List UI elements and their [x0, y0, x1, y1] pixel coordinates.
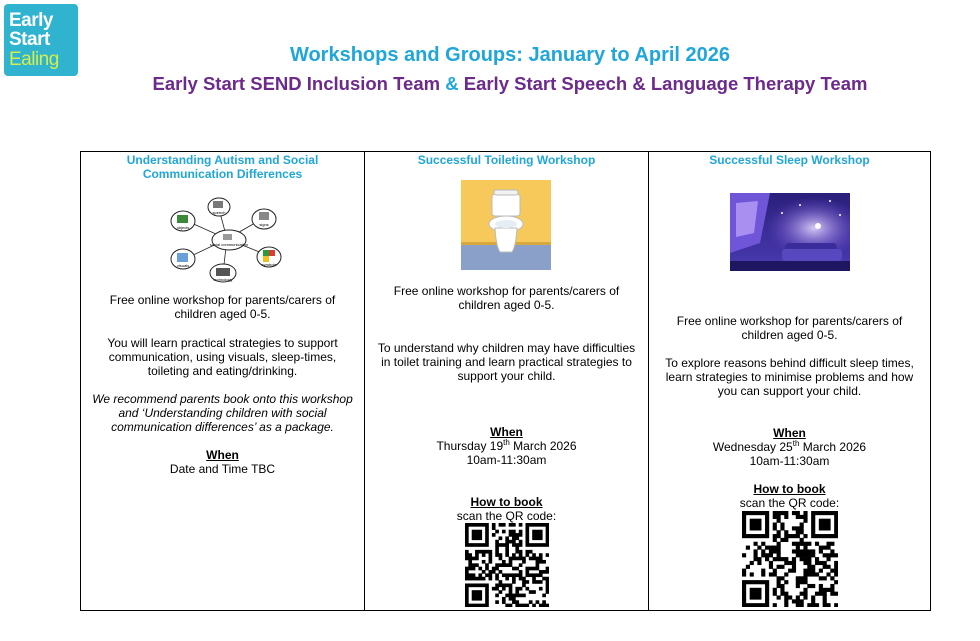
when-day: Thursday 19 [436, 439, 504, 453]
how-to-book-label: How to book [753, 482, 826, 496]
workshop-autism-when [85, 448, 360, 476]
workshop-autism-description [85, 336, 360, 378]
how-to-book-label: How to book [470, 495, 543, 509]
text-line: and ‘Understanding children with social [118, 406, 327, 420]
workshop-autism-recommendation [85, 392, 360, 434]
when-label: When [490, 425, 523, 439]
text-line: children aged 0-5. [174, 307, 271, 321]
when-month: March 2026 [509, 439, 577, 453]
when-time: 10am-11:30am [466, 453, 547, 467]
team-speech-language: Early Start Speech & Language Therapy Team [463, 73, 868, 94]
svg-text:technology: technology [213, 277, 233, 282]
text-line: learn strategies to minimise problems and how [665, 370, 914, 384]
text-line: you can support your child. [717, 384, 862, 398]
text-line: children aged 0-5. [741, 328, 838, 342]
workshop-autism-title-line2: Communication Differences [142, 167, 303, 181]
workshop-sleep [648, 152, 930, 610]
how-to-book-text: scan the QR code: [456, 509, 557, 523]
qr-code-icon[interactable] [742, 511, 838, 607]
workshop-sleep-free [653, 314, 926, 342]
svg-text:objects: objects [176, 225, 190, 230]
when-value: Date and Time TBC [169, 462, 276, 476]
workshop-toileting-description [369, 341, 644, 383]
team-send-inclusion: Early Start SEND Inclusion Team [152, 73, 441, 94]
workshop-autism [81, 152, 364, 610]
workshop-toileting [364, 152, 648, 610]
page-title: Workshops and Groups: January to April 2026 [289, 44, 731, 66]
when-month: March 2026 [799, 440, 867, 454]
text-line: support your child. [457, 369, 556, 383]
text-line: Free online workshop for parents/carers of [109, 293, 336, 307]
text-line: Free online workshop for parents/carers of [393, 284, 620, 298]
when-label: When [206, 448, 239, 462]
when-date [369, 439, 644, 453]
text-line: Free online workshop for parents/carers of [676, 314, 903, 328]
text-line: communication, using visuals, sleep-times, [108, 350, 337, 364]
text-line: You will learn practical strategies to support [107, 336, 338, 350]
page-subtitle [0, 73, 980, 95]
logo-line-1: Early [9, 10, 53, 31]
workshop-sleep-description [653, 356, 926, 398]
svg-text:symbols: symbols [261, 262, 277, 267]
text-line: To explore reasons behind difficult sleep times, [665, 356, 914, 370]
when-day: Wednesday 25 [712, 440, 793, 454]
communication-diagram-icon [159, 195, 295, 283]
workshop-table [80, 151, 931, 611]
svg-text:social communication: social communication [209, 242, 249, 247]
workshop-toileting-booking [369, 495, 644, 523]
workshop-toileting-title: Successful Toileting Workshop [417, 153, 596, 167]
workshop-sleep-when [653, 426, 926, 468]
qr-code-icon[interactable] [465, 523, 549, 607]
how-to-book-text: scan the QR code: [739, 496, 840, 510]
ampersand: & [445, 73, 459, 94]
workshop-autism-title [81, 153, 364, 181]
text-line: toileting and eating/drinking. [147, 364, 298, 378]
when-day-suffix: th [792, 439, 800, 448]
when-day-suffix: th [503, 438, 510, 447]
text-line: in toilet training and learn practical strategies to [381, 355, 632, 369]
svg-text:speech: speech [212, 210, 226, 215]
when-date [653, 440, 926, 454]
svg-text:visuals: visuals [176, 263, 190, 268]
text-line: communication differences’ as a package. [111, 420, 334, 434]
svg-text:signs: signs [259, 222, 269, 227]
workshop-toileting-when [369, 425, 644, 467]
text-line: We recommend parents book onto this workshop [92, 392, 353, 406]
text-line: children aged 0-5. [458, 298, 555, 312]
when-label: When [773, 426, 806, 440]
workshop-autism-free [85, 293, 360, 321]
workshop-autism-title-line1: Understanding Autism and Social [126, 153, 319, 167]
workshop-toileting-free [369, 284, 644, 312]
workshop-sleep-booking [653, 482, 926, 510]
text-line: To understand why children may have difficulties [377, 341, 636, 355]
workshop-sleep-title: Successful Sleep Workshop [709, 153, 870, 167]
logo-line-2: Start [9, 29, 50, 50]
when-time: 10am-11:30am [749, 454, 830, 468]
toilet-illustration-icon [461, 180, 551, 270]
night-bedroom-illustration-icon [730, 193, 850, 271]
logo-line-3: Ealing [9, 49, 59, 70]
